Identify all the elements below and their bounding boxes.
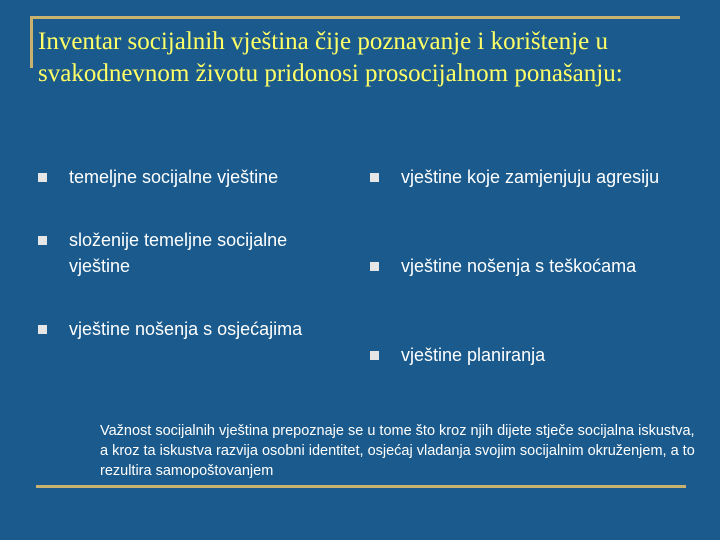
square-bullet-icon (370, 262, 379, 271)
list-item (370, 342, 690, 368)
list-item (38, 316, 338, 342)
square-bullet-icon (370, 351, 379, 360)
slide-title: Inventar socijalnih vještina čije poznavanje i korištenje u svakodnevnom životu pridonosi prosocijalnom ponašanju: (38, 28, 623, 87)
frame-left-line (30, 16, 33, 68)
square-bullet-icon (38, 236, 47, 245)
list-item-text: vještine planiranja (401, 345, 546, 365)
square-bullet-icon (370, 173, 379, 182)
list-item-text: vještine nošenja s teškoćama (401, 256, 637, 276)
list-item-text: složenije temeljne socijalne vještine (69, 230, 288, 276)
list-item-text: vještine nošenja s osjećajima (69, 319, 303, 339)
frame-bottom-line (36, 485, 686, 488)
list-item-text: vještine koje zamjenjuju agresiju (401, 167, 660, 187)
list-item (38, 227, 338, 279)
frame-top-line (30, 16, 680, 19)
list-item (38, 164, 338, 190)
list-item-text: temeljne socijalne vještine (69, 167, 279, 187)
list-item (370, 164, 690, 190)
list-item (370, 253, 690, 279)
square-bullet-icon (38, 325, 47, 334)
square-bullet-icon (38, 173, 47, 182)
summary-note: Važnost socijalnih vještina prepoznaje se u tome što kroz njih dijete stječe socijalna iskustva, a kroz ta iskustva razvija osobni identitet, osjećaj vladanja svojim socijalnim okruženjem, a to rezultira samopoštovanjem (100, 423, 695, 479)
